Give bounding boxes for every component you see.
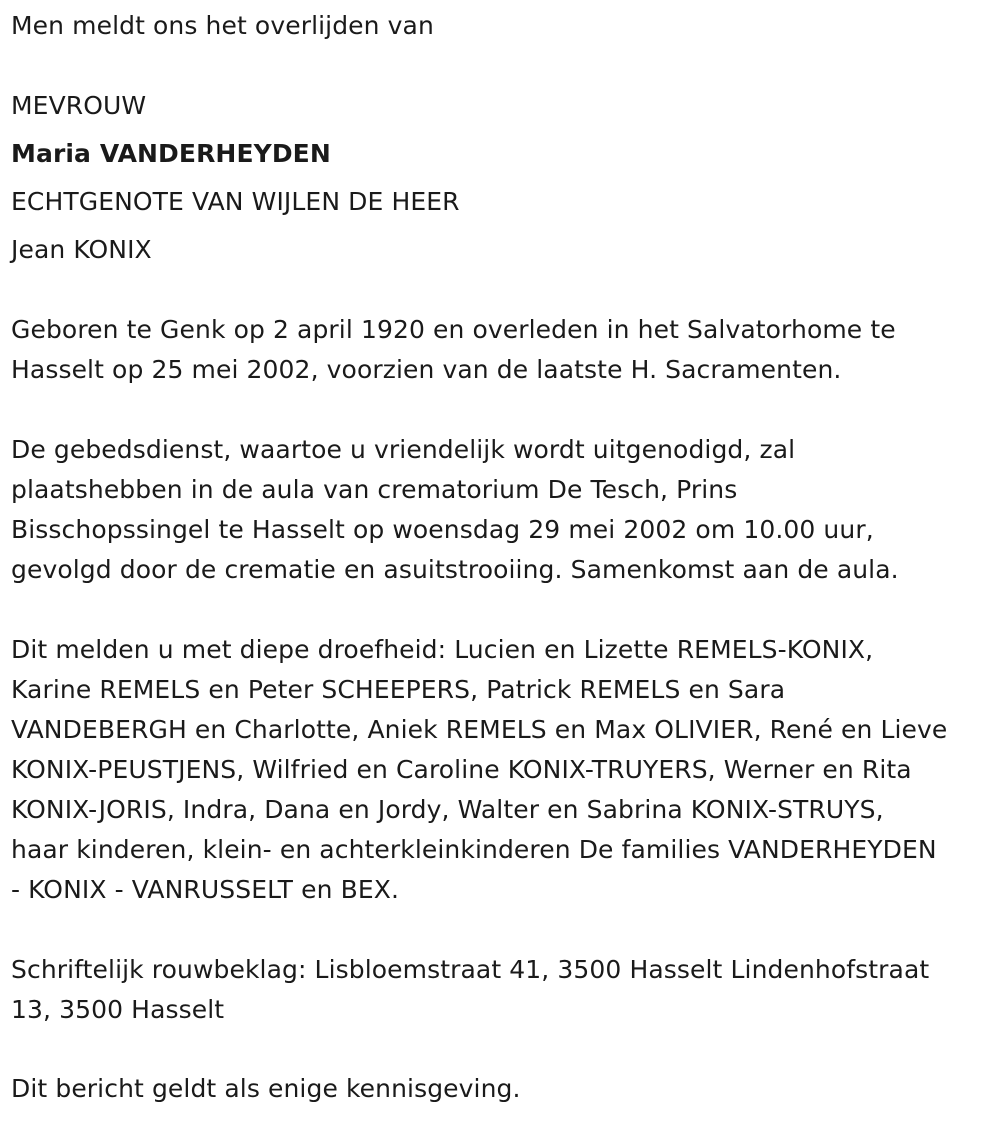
paragraph-line: Bisschopssingel te Hasselt op woensdag 29 mei 2002 om 10.00 uur, [11, 515, 874, 544]
paragraph-line: plaatshebben in de aula van crematorium De Tesch, Prins [11, 475, 738, 504]
spouse-label: ECHTGENOTE VAN WIJLEN DE HEER [11, 187, 460, 216]
paragraph-line: - KONIX - VANRUSSELT en BEX. [11, 875, 399, 904]
paragraph-line: Schriftelijk rouwbeklag: Lisbloemstraat 41, 3500 Hasselt Lindenhofstraat [11, 955, 930, 984]
deceased-name: Maria VANDERHEYDEN [11, 139, 331, 168]
mourners-paragraph [11, 630, 991, 910]
paragraph-line: VANDEBERGH en Charlotte, Aniek REMELS en Max OLIVIER, René en Lieve [11, 715, 948, 744]
birth-death-paragraph [11, 310, 991, 390]
spouse-name: Jean KONIX [11, 235, 152, 264]
closing-text: Dit bericht geldt als enige kennisgeving. [11, 1074, 521, 1103]
paragraph-line: Hasselt op 25 mei 2002, voorzien van de laatste H. Sacramenten. [11, 355, 842, 384]
paragraph-line: gevolgd door de crematie en asuitstrooiing. Samenkomst aan de aula. [11, 555, 899, 584]
paragraph-line: Karine REMELS en Peter SCHEEPERS, Patrick REMELS en Sara [11, 675, 786, 704]
condolences-paragraph [11, 950, 991, 1030]
title-prefix: MEVROUW [11, 91, 147, 120]
intro-text: Men meldt ons het overlijden van [11, 11, 434, 40]
paragraph-line: Geboren te Genk op 2 april 1920 en overleden in het Salvatorhome te [11, 315, 896, 344]
paragraph-line: De gebedsdienst, waartoe u vriendelijk wordt uitgenodigd, zal [11, 435, 796, 464]
paragraph-line: KONIX-JORIS, Indra, Dana en Jordy, Walter en Sabrina KONIX-STRUYS, [11, 795, 884, 824]
paragraph-line: Dit melden u met diepe droefheid: Lucien en Lizette REMELS-KONIX, [11, 635, 874, 664]
paragraph-line: haar kinderen, klein- en achterkleinkinderen De families VANDERHEYDEN [11, 835, 937, 864]
paragraph-line: 13, 3500 Hasselt [11, 995, 225, 1024]
paragraph-line: KONIX-PEUSTJENS, Wilfried en Caroline KONIX-TRUYERS, Werner en Rita [11, 755, 912, 784]
service-paragraph [11, 430, 991, 590]
